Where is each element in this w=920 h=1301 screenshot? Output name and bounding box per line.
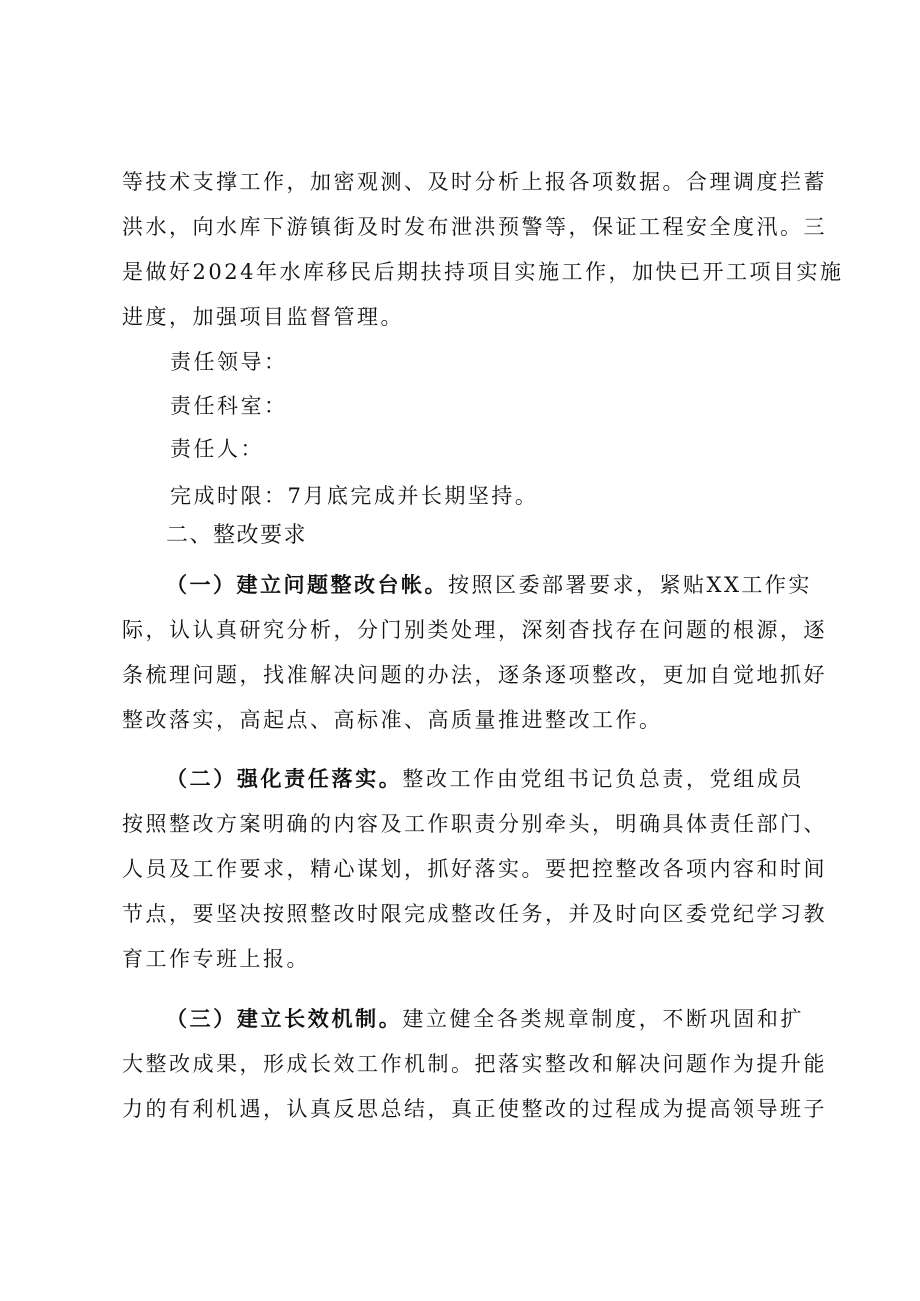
deadline: 完成时限：7月底完成并长期坚持。 — [170, 484, 539, 508]
text-line: 整改落实，高起点、高标准、高质量推进整改工作。 — [122, 708, 663, 732]
text-line: 力的有利机遇，认真反思总结，真正使整改的过程成为提高领导班子 — [122, 1097, 827, 1121]
text-line — [122, 757, 804, 802]
paragraph-intro — [122, 160, 844, 340]
item-lead: （一）建立问题整改台帐。 — [166, 573, 448, 597]
item-lead: （二）强化责任落实。 — [166, 767, 403, 791]
text-line: 洪水，向水库下游镇街及时发布泄洪预警等，保证工程安全度汛。三 — [122, 215, 827, 239]
text-line: 等技术支撑工作，加密观测、及时分析上报各项数据。合理调度拦蓄 — [122, 170, 827, 194]
text-line: 进度，加强项目监督管理。 — [122, 305, 404, 329]
text-line — [122, 997, 804, 1042]
text-line: 按照整改方案明确的内容及工作职责分别牵头，明确具体责任部门、 — [122, 812, 827, 836]
text-line: 育工作专班上报。 — [122, 947, 310, 971]
paragraph-item-1 — [122, 563, 827, 743]
text-line: 条梳理问题，找准解决问题的办法，逐条逐项整改，更加自觉地抓好 — [122, 663, 827, 687]
responsible-leader: 责任领导： — [170, 350, 288, 374]
text-line: 是做好2024年水库移民后期扶持项目实施工作，加快已开工项目实施 — [122, 260, 844, 284]
responsible-office: 责任科室： — [170, 394, 288, 418]
section-heading: 二、整改要求 — [166, 523, 308, 548]
responsible-person: 责任人： — [170, 437, 264, 461]
text-line: 大整改成果，形成长效工作机制。把落实整改和解决问题作为提升能 — [122, 1052, 827, 1076]
text-line — [122, 563, 812, 608]
paragraph-item-3 — [122, 997, 827, 1132]
item-lead: （三）建立长效机制。 — [166, 1007, 403, 1031]
text-line: 人员及工作要求，精心谋划，抓好落实。要把控整改各项内容和时间 — [122, 857, 827, 881]
item-text: 建立健全各类规章制度，不断巩固和扩 — [402, 1007, 805, 1031]
item-text: 按照区委部署要求，紧贴XX工作实 — [448, 573, 812, 597]
item-text: 整改工作由党组书记负总责，党组成员 — [402, 767, 805, 791]
text-line: 际，认认真研究分析，分门别类处理，深刻杳找存在问题的根源，逐 — [122, 618, 827, 642]
paragraph-item-2 — [122, 757, 827, 982]
text-line: 节点，要坚决按照整改时限完成整改任务，并及时向区委党纪学习教 — [122, 902, 827, 926]
